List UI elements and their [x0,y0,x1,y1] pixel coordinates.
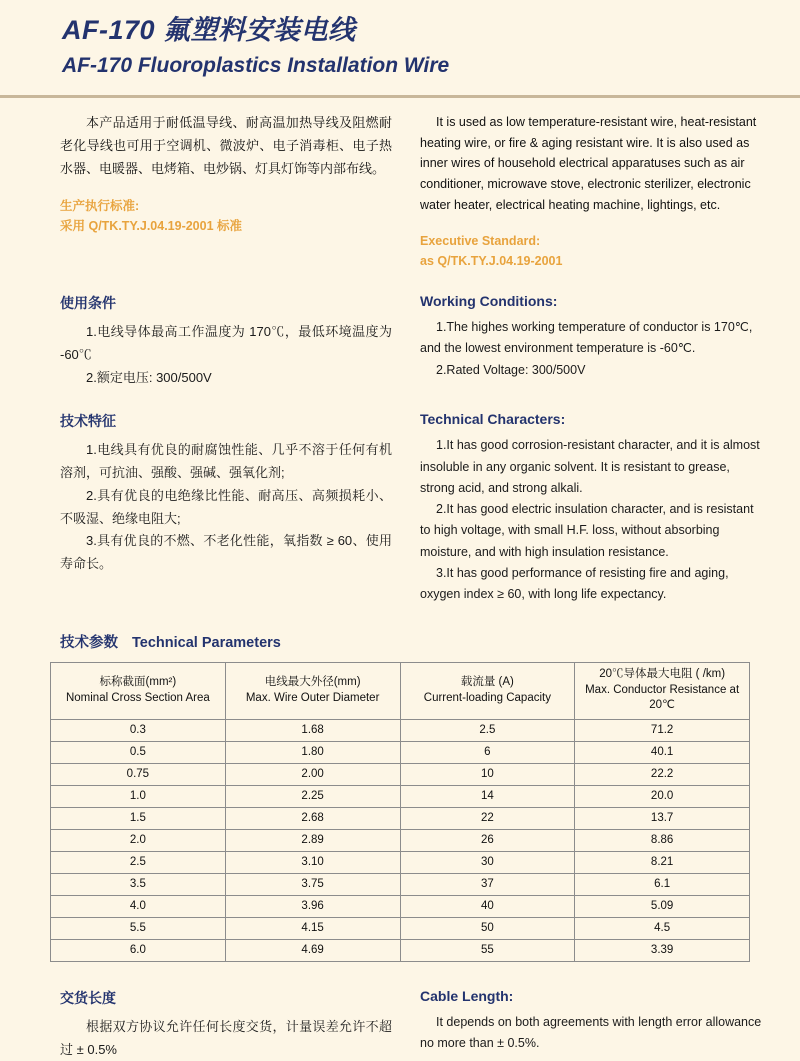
cell-current-capacity: 6 [400,741,575,763]
cell-outer-diameter: 4.69 [225,939,400,961]
cell-nominal-cross-section: 2.5 [51,851,226,873]
standard-block-cn [60,196,392,236]
cell-current-capacity: 2.5 [400,719,575,741]
column-header-en: Max. Wire Outer Diameter [245,691,380,704]
cable-length-heading-en: Cable Length: [420,987,514,1004]
cell-resistance: 13.7 [575,807,750,829]
cell-current-capacity: 55 [400,939,575,961]
cable-length-right [392,988,764,1061]
intro-left-column [32,112,392,271]
cell-resistance: 4.5 [575,917,750,939]
cable-length-body-en: It depends on both agreements with length error allowance no more than ± 0.5%. [420,1014,762,1051]
column-header-cn: 标称截面(mm²) [99,676,177,689]
cell-current-capacity: 37 [400,873,575,895]
column-header-max-conductor-resistance [575,663,750,720]
technical-characters-heading-en: Technical Characters: [420,411,566,428]
intro-paragraph-cn: 本产品适用于耐低温导线、耐高温加热导线及阻燃耐老化导线也可用于空调机、微波炉、电子消毒柜、电子热水器、电暖器、电烤箱、电炒锅、灯具灯饰等内部布线。 [60,115,392,176]
cell-resistance: 8.86 [575,829,750,851]
column-header-nominal-cross-section [51,663,226,720]
cell-outer-diameter: 3.96 [225,895,400,917]
cell-nominal-cross-section: 0.75 [51,763,226,785]
cell-current-capacity: 50 [400,917,575,939]
cell-nominal-cross-section: 3.5 [51,873,226,895]
parameters-title-en: Technical Parameters [132,635,281,652]
technical-characters-heading-cn: 技术特征 [60,413,116,430]
cell-nominal-cross-section: 0.3 [51,719,226,741]
cell-resistance: 8.21 [575,851,750,873]
cell-outer-diameter: 4.15 [225,917,400,939]
cell-outer-diameter: 2.68 [225,807,400,829]
working-conditions-item-cn: 2.额定电压: 300/500V [86,369,212,385]
technical-characters-section [32,389,768,605]
column-header-current-loading-capacity [400,663,575,720]
parameters-title-cn: 技术参数 [60,635,118,652]
working-conditions-heading-en: Working Conditions: [420,293,558,310]
table-row [51,807,750,829]
cell-outer-diameter: 1.68 [225,719,400,741]
standard-value-cn: 采用 Q/TK.TY.J.04.19-2001 标准 [60,219,243,234]
technical-characters-item-cn: 2.具有优良的电绝缘比性能、耐高压、高频损耗小、不吸湿、绝缘电阻大; [60,487,392,526]
cable-length-left [32,988,392,1061]
table-row [51,719,750,741]
intro-right-column [392,112,764,271]
cell-outer-diameter: 2.89 [225,829,400,851]
cell-outer-diameter: 3.75 [225,873,400,895]
technical-characters-item-en: 1.It has good corrosion-resistant character, and it is almost insoluble in any organic solvent. It is resistant to grease, strong acid, and strong alkali. [420,438,760,495]
cell-outer-diameter: 2.00 [225,763,400,785]
cell-nominal-cross-section: 1.5 [51,807,226,829]
main-content [0,98,800,605]
column-header-en: Nominal Cross Section Area [65,691,210,704]
page-title-en: AF-170 Fluoroplastics Installation Wire [62,53,450,77]
cell-nominal-cross-section: 6.0 [51,939,226,961]
cell-current-capacity: 40 [400,895,575,917]
cable-length-section [0,988,800,1061]
cell-resistance: 71.2 [575,719,750,741]
cell-resistance: 3.39 [575,939,750,961]
working-conditions-item-cn: 1.电线导体最高工作温度为 170℃，最低环境温度为 -60℃ [60,324,392,362]
cell-resistance: 5.09 [575,895,750,917]
cell-current-capacity: 26 [400,829,575,851]
column-header-cn: 20℃导体最大电阻 ( /km) [599,668,726,681]
table-row [51,851,750,873]
technical-characters-item-cn: 1.电线具有优良的耐腐蚀性能、几乎不溶于任何有机溶剂，可抗油、强酸、强碱、强氧化剂; [60,442,392,481]
cell-current-capacity: 30 [400,851,575,873]
column-header-cn: 载流量 (A) [460,676,514,689]
column-header-en: Current-loading Capacity [423,691,551,704]
table-row [51,763,750,785]
table-header-row [51,663,750,720]
column-header-cn: 电线最大外径(mm) [264,676,361,689]
cable-length-body-cn: 根据双方协议允许任何长度交货，计量误差允许不超过 ± 0.5% [60,1018,392,1057]
working-conditions-left [32,271,392,389]
working-conditions-item-en: 1.The highes working temperature of conductor is 170℃, and the lowest environment temperature is -60℃. [420,320,753,356]
standard-block-en [420,231,764,271]
table-row [51,741,750,763]
cell-outer-diameter: 2.25 [225,785,400,807]
working-conditions-section [32,271,768,389]
working-conditions-right [392,271,764,389]
technical-characters-item-en: 2.It has good electric insulation character, and is resistant to high voltage, with small H.F. loss, without absorbing moisture, and with high insulation resistance. [420,502,754,559]
intro-paragraph-en: It is used as low temperature-resistant wire, heat-resistant heating wire, or fire & aging resistant wire. It is also used as inner wires of household electrical apparatuses such as air conditioner, microwave stove, electronic sterilizer, electronic water heater, electrical heating machine, lightings, etc. [420,115,757,212]
technical-parameters-table [50,662,750,962]
cell-outer-diameter: 3.10 [225,851,400,873]
technical-characters-item-en: 3.It has good performance of resisting fire and aging, oxygen index ≥ 60, with long life expectancy. [420,565,729,602]
technical-characters-left [32,389,392,605]
cell-resistance: 22.2 [575,763,750,785]
column-header-max-outer-diameter [225,663,400,720]
cell-current-capacity: 22 [400,807,575,829]
cable-length-heading-cn: 交货长度 [60,989,116,1006]
standard-value-en: as Q/TK.TY.J.04.19-2001 [420,254,563,269]
page-header [0,0,800,87]
cell-resistance: 40.1 [575,741,750,763]
standard-label-cn: 生产执行标准: [60,199,140,214]
technical-characters-right [392,389,764,605]
table-row [51,917,750,939]
page-title-cn: AF-170 氟塑料安装电线 [62,15,356,45]
cell-current-capacity: 10 [400,763,575,785]
cell-nominal-cross-section: 5.5 [51,917,226,939]
table-body [51,719,750,961]
table-row [51,829,750,851]
cell-resistance: 6.1 [575,873,750,895]
intro-section [32,112,768,271]
parameters-title [60,631,800,652]
column-header-en: Max. Conductor Resistance at 20℃ [585,683,740,712]
working-conditions-heading-cn: 使用条件 [60,295,116,312]
cell-current-capacity: 14 [400,785,575,807]
table-header [51,663,750,720]
cell-nominal-cross-section: 0.5 [51,741,226,763]
cell-outer-diameter: 1.80 [225,741,400,763]
cell-resistance: 20.0 [575,785,750,807]
cell-nominal-cross-section: 4.0 [51,895,226,917]
table-row [51,939,750,961]
cell-nominal-cross-section: 2.0 [51,829,226,851]
standard-label-en: Executive Standard: [420,234,541,249]
table-row [51,873,750,895]
table-row [51,895,750,917]
cell-nominal-cross-section: 1.0 [51,785,226,807]
technical-characters-item-cn: 3.具有优良的不燃、不老化性能，氧指数 ≥ 60、使用寿命长。 [60,533,392,572]
table-row [51,785,750,807]
working-conditions-item-en: 2.Rated Voltage: 300/500V [436,362,586,377]
